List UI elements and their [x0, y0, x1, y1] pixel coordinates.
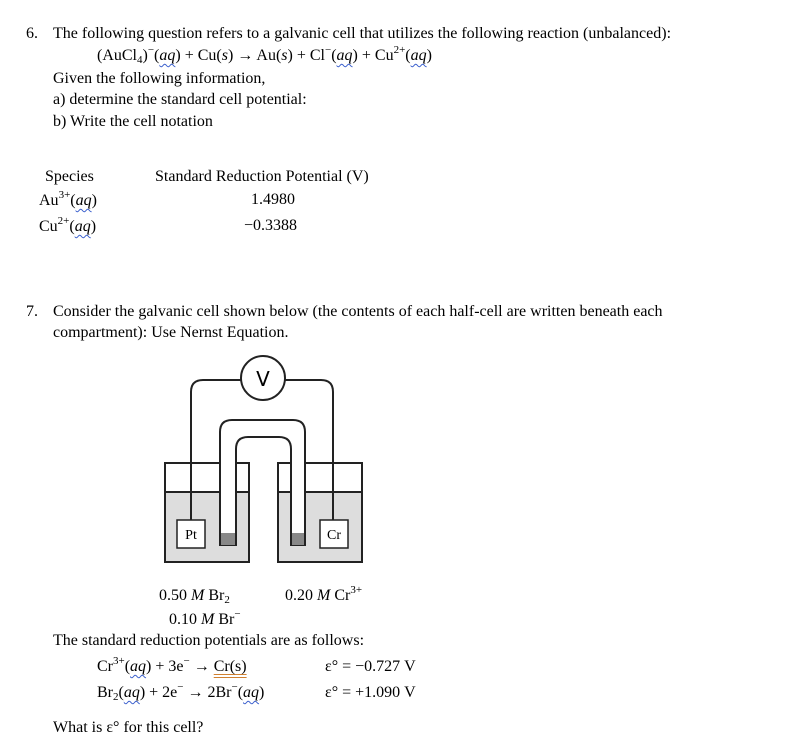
- table-value-cu: −0.3388: [244, 217, 298, 234]
- voltmeter-label: V: [256, 367, 270, 391]
- q6-part-a: a) determine the standard cell potential:: [53, 91, 307, 108]
- potential-br: ε° = +1.090 V: [325, 684, 416, 701]
- q6-prompt: The following question refers to a galvanic cell that utilizes the following reaction (unbalanced):: [53, 25, 672, 42]
- q6-number: 6.: [26, 25, 38, 42]
- half-reaction-br: $Br_2(aq) + 2e^- \to 2Br^-(aq)$: [97, 681, 265, 703]
- table-header-potential: Standard Reduction Potential (V): [155, 168, 369, 185]
- salt-bridge: [220, 420, 305, 545]
- left-conc-br: 0.10 M Br−: [169, 608, 241, 628]
- potential-cr: ε° = −0.727 V: [325, 658, 416, 675]
- q7-line1: Consider the galvanic cell shown below (the contents of each half-cell are written beneath each: [53, 303, 663, 320]
- left-conc-br2: 0.50 M $Br_2$: [159, 587, 230, 606]
- q6-given: Given the following information,: [53, 70, 266, 87]
- table-value-au: 1.4980: [251, 191, 295, 208]
- cr-electrode-label: Cr: [327, 528, 341, 543]
- table-header-species: Species: [45, 168, 94, 185]
- right-conc-cr: 0.20 M $Cr^{3+}$: [285, 584, 363, 604]
- pt-electrode-label: Pt: [185, 528, 197, 543]
- half-reaction-cr: $Cr^{3+}(aq) + 3e^- \to Cr(s)$: [97, 655, 247, 675]
- q7-line2: compartment): Use Nernst Equation.: [53, 324, 289, 341]
- q6-part-b: b) Write the cell notation: [53, 113, 213, 130]
- table-species-au: $Au^{3+}(aq)$: [39, 189, 97, 209]
- table-species-cu: $Cu^{2+}(aq)$: [39, 215, 97, 235]
- q7-question: What is ε° for this cell?: [53, 719, 204, 736]
- q6-reaction: (AuCl$_4$)−(aq) + $Cu(s) \to Au(s) + Cl^-(aq) + Cu^{2+}(aq)$: [97, 44, 432, 66]
- q7-number: 7.: [26, 303, 38, 320]
- srp-intro: The standard reduction potentials are as follows:: [53, 632, 365, 649]
